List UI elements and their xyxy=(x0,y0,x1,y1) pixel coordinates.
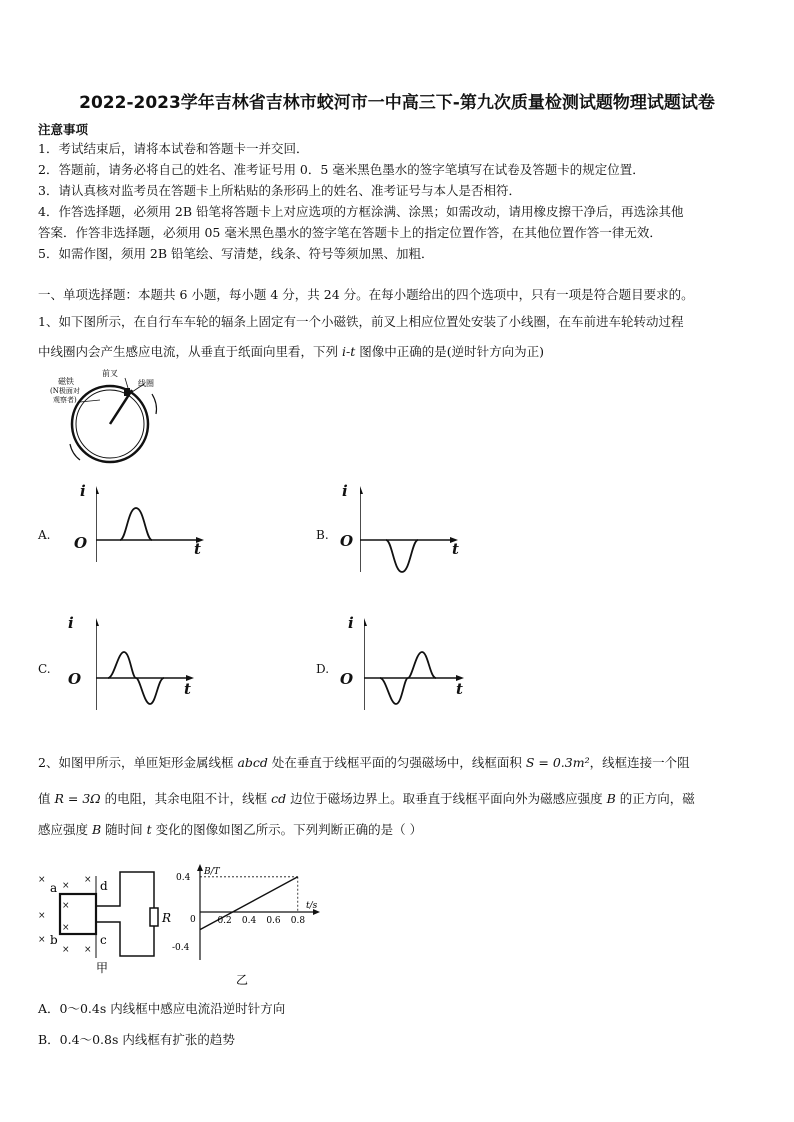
origin-label: 0 xyxy=(190,915,196,925)
notice-item: 1．考试结束后，请将本试卷和答题卡一并交回． xyxy=(38,141,309,156)
figure-caption-yi: 乙 xyxy=(236,973,249,987)
notice-item: 答案．作答非选择题，必须用 05 毫米黑色墨水的签字笔在答题卡上的指定位置作答，在其他位置作答一律无效． xyxy=(38,225,662,240)
i-axis-arrow xyxy=(360,486,363,494)
magnet-note: (N极面对 xyxy=(50,387,80,395)
circuit-figure-jia xyxy=(36,868,176,978)
option-d-label[interactable]: D. xyxy=(316,662,330,676)
page-title: 2022-2023学年吉林省吉林市蛟河市一中高三下-第九次质量检测试题物理试题试卷 xyxy=(79,93,715,113)
corner-label-d: d xyxy=(100,879,108,893)
option-a-label[interactable]: A. xyxy=(38,528,51,542)
origin-label: O xyxy=(340,532,354,550)
x-tick-label: 0.6 xyxy=(266,916,281,926)
notice-item: 2．答题前，请务必将自己的姓名、准考证号用 0．5 毫米黑色墨水的签字笔填写在试卷及答题卡的规定位置． xyxy=(38,162,645,177)
question-1-text: 中线圈内会产生感应电流，从垂直于纸面向里看，下列 i-t 图像中正确的是(逆时针方向为正) xyxy=(38,344,544,359)
resistor xyxy=(150,908,158,926)
t-axis-label: t xyxy=(456,680,463,698)
x-tick-label: 0.8 xyxy=(290,916,306,926)
corner-label-a: a xyxy=(50,881,58,895)
svg-text:×: × xyxy=(62,881,70,891)
svg-text:×: × xyxy=(38,911,46,921)
origin-label: O xyxy=(340,670,354,688)
fork-label: 前叉 xyxy=(102,369,118,378)
t-axis-label: t xyxy=(194,540,201,558)
notice-item: 5．如需作图，须用 2B 铅笔绘、写清楚，线条、符号等须加黑、加粗． xyxy=(38,246,434,261)
i-axis-label: i xyxy=(342,482,348,500)
question-2-text: 感应强度 B 随时间 t 变化的图像如图乙所示。下列判断正确的是（ ） xyxy=(38,822,423,837)
svg-text:×: × xyxy=(84,875,92,885)
y-axis-arrow xyxy=(197,864,203,871)
x-tick-label: 0.2 xyxy=(217,916,232,926)
option-b-graph[interactable] xyxy=(360,482,470,582)
rotation-arrow xyxy=(152,394,157,414)
svg-text:×: × xyxy=(62,901,70,911)
y-axis-label: B/T xyxy=(204,867,220,877)
svg-text:×: × xyxy=(62,923,70,933)
option-a-text[interactable]: A．0～0.4s 内线框中感应电流沿逆时针方向 xyxy=(38,1001,286,1016)
coil xyxy=(124,388,130,396)
notice-heading: 注意事项 xyxy=(38,122,89,137)
bicycle-wheel-figure xyxy=(40,366,170,466)
magnet-pointer xyxy=(80,400,100,402)
option-c-label[interactable]: C. xyxy=(38,662,51,676)
corner-label-b: b xyxy=(50,933,58,947)
figure-caption-jia: 甲 xyxy=(96,961,109,975)
t-axis-label: t xyxy=(184,680,191,698)
corner-label-c: c xyxy=(100,933,107,947)
option-a-graph[interactable] xyxy=(96,482,206,572)
i-axis-arrow xyxy=(96,486,99,494)
i-axis-arrow xyxy=(96,618,99,626)
magnetic-field-crosses xyxy=(38,875,92,955)
origin-label: O xyxy=(74,534,88,552)
bt-chart xyxy=(170,860,330,988)
svg-text:×: × xyxy=(38,935,46,945)
question-2-text: 2、如图甲所示，单匝矩形金属线框 abcd 处在垂直于线框平面的匀强磁场中，线框面积 S = 0.3m²，线框连接一个阻 xyxy=(38,755,690,770)
magnet-label: 磁铁 xyxy=(58,377,74,386)
question-2-text: 值 R = 3Ω 的电阻，其余电阻不计，线框 cd 边位于磁场边界上。取垂直于线框平面向外为磁感应强度 B 的正方向，磁 xyxy=(38,791,695,806)
current-curve xyxy=(120,508,152,540)
svg-text:×: × xyxy=(38,875,46,885)
i-axis-label: i xyxy=(68,614,74,632)
i-axis-label: i xyxy=(80,482,86,500)
option-b-label[interactable]: B. xyxy=(316,528,329,542)
notice-item: 4．作答选择题，必须用 2B 铅笔将答题卡上对应选项的方框涂满、涂黑；如需改动，请用橡皮擦干净后，再选涂其他 xyxy=(38,204,684,219)
y-tick-label: -0.4 xyxy=(172,943,190,954)
t-axis-label: t xyxy=(452,540,459,558)
option-d-graph[interactable] xyxy=(364,614,474,714)
x-axis-label: t/s xyxy=(306,901,318,911)
i-axis-arrow xyxy=(364,618,367,626)
i-axis-label: i xyxy=(348,614,354,632)
section-heading: 一、单项选择题：本题共 6 小题，每小题 4 分，共 24 分。在每小题给出的四个选项中，只有一项是符合题目要求的。 xyxy=(38,287,694,302)
origin-label: O xyxy=(68,670,82,688)
current-curve xyxy=(386,540,418,572)
y-tick-label: 0.4 xyxy=(176,872,191,883)
svg-text:×: × xyxy=(62,945,70,955)
option-c-graph[interactable] xyxy=(96,614,206,714)
notice-item: 3．请认真核对监考员在答题卡上所粘贴的条形码上的姓名、准考证号与本人是否相符． xyxy=(38,183,521,198)
fork-pointer xyxy=(125,378,128,388)
magnet-note: 观察者) xyxy=(53,396,77,404)
coil-label: 线圈 xyxy=(138,379,154,388)
option-b-text[interactable]: B．0.4～0.8s 内线框有扩张的趋势 xyxy=(38,1032,235,1047)
x-tick-label: 0.4 xyxy=(241,916,257,926)
question-1-text: 1、如下图所示，在自行车车轮的辐条上固定有一个小磁铁，前叉上相应位置处安装了小线圈，在车前进车轮转动过程 xyxy=(38,314,684,329)
resistor-label: R xyxy=(162,911,172,925)
svg-text:×: × xyxy=(84,945,92,955)
